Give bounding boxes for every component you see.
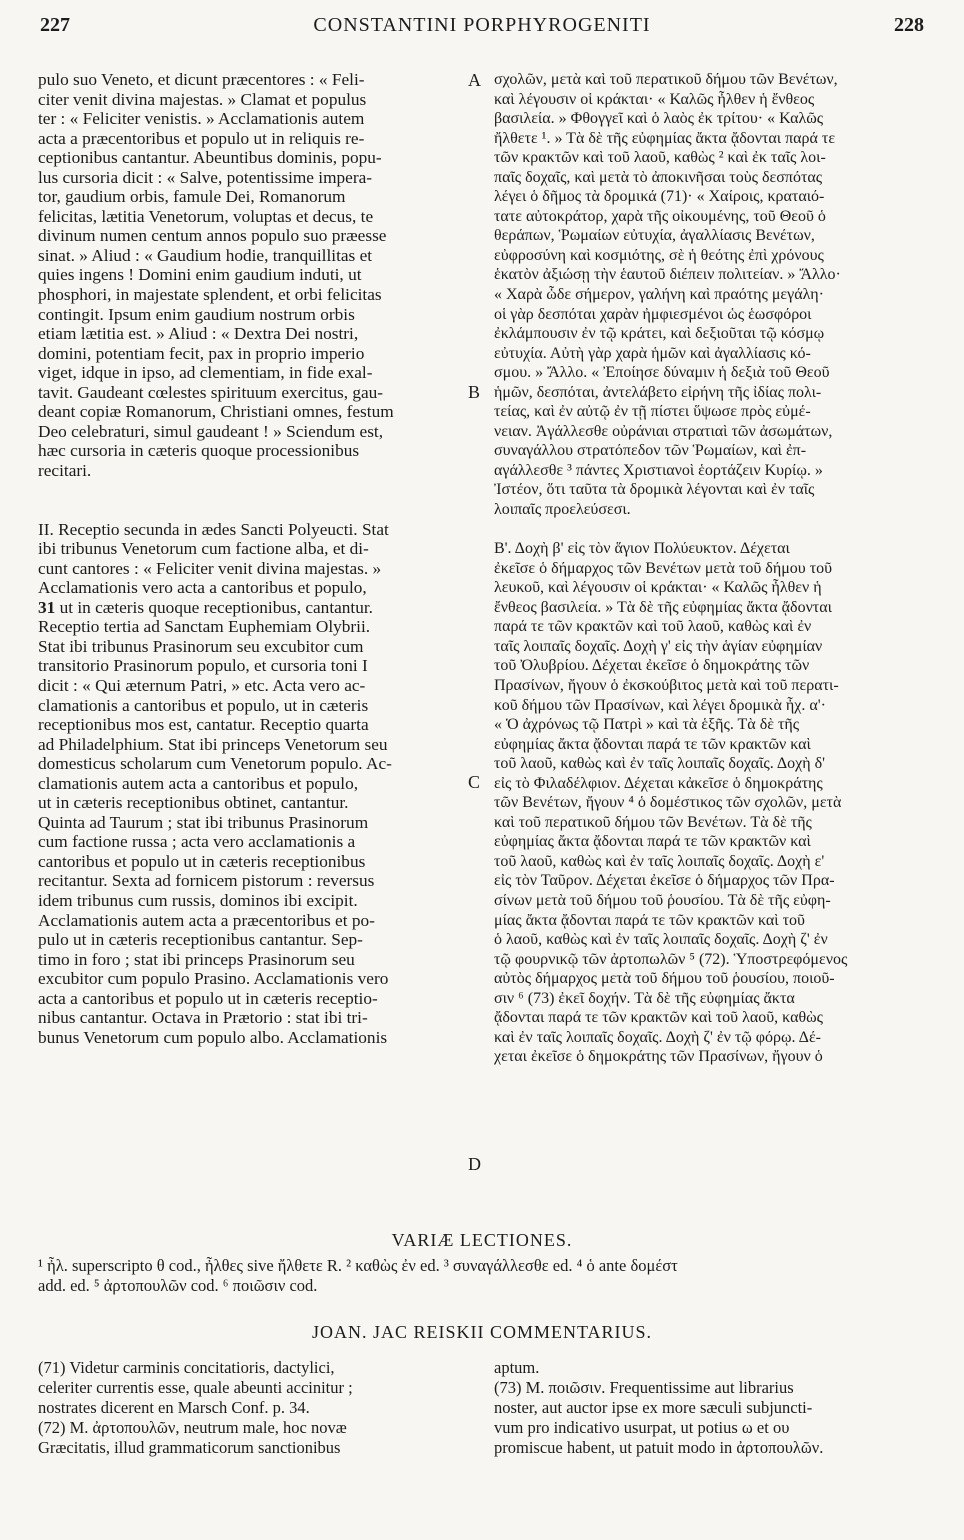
commentary-line: aptum.	[494, 1358, 540, 1377]
greek-line: τοῦ λαοῦ, καθὼς καὶ ἐν ταῖς λοιπαῖς δοχαῖς. Δοχὴ δ'	[494, 755, 826, 773]
margin-marker-c: C	[468, 772, 481, 792]
latin-line: divinum numen centum annos populo suo præesse	[38, 226, 387, 246]
greek-line: τοῦ λαοῦ, καθὼς καὶ ἐν ταῖς λοιπαῖς δοχαῖς. Δοχὴ ε'	[494, 852, 825, 870]
latin-line: cunt cantores : « Feliciter venit divina majestas. »	[38, 558, 382, 578]
greek-line: τῶν Βενέτων, ἤγουν ⁴ ὁ δομέστικος τῶν σχολῶν, μετὰ	[494, 794, 842, 812]
commentary-line: (73) M. ποιῶσιν. Frequentissime aut librarius	[494, 1378, 794, 1397]
latin-column	[38, 70, 464, 1047]
greek-line: οἱ γὰρ δεσπόται χαρὰν ἠμφιεσμένοι ὡς ἑωσφόροι	[494, 305, 812, 323]
latin-line: recitari.	[38, 460, 92, 480]
margin-marker-b: B	[468, 382, 481, 402]
commentary-line: noster, aut auctor ipse ex more sæculi subjuncti-	[494, 1398, 813, 1417]
latin-line: acta a cantoribus et populo ut in cæteris receptio-	[38, 988, 378, 1008]
latin-line: ad Philadelphium. Stat ibi princeps Venetorum seu	[38, 734, 388, 754]
greek-line: καὶ λέγουσιν οἱ κράκται· « Καλῶς ἦλθεν ἡ ἔνθεος	[494, 90, 815, 108]
latin-line: Acclamationis autem acta a præcentoribus et po-	[38, 910, 375, 930]
commentary-line: celeriter currentis esse, quale abeunti accinitur ;	[38, 1378, 353, 1397]
greek-line: Β'. Δοχὴ β' εἰς τὸν ἅγιον Πολύευκτον. Δέχεται	[494, 540, 790, 558]
greek-line: τατε αὐτοκράτορ, χαρὰ τῆς οἰκουμένης, τοῦ Θεοῦ ὁ	[494, 207, 826, 225]
paragraph-gap	[38, 480, 464, 519]
greek-line: εὐφημίας ἄκτα ᾄδονται παρά τε τῶν κρακτῶν καὶ	[494, 833, 811, 851]
page-number-left: 227	[40, 14, 70, 36]
greek-line: σιν ⁶ (73) ἐκεῖ δοχήν. Τὰ δὲ τῆς εὐφημίας ἄκτα	[494, 989, 795, 1007]
commentary-right	[494, 1358, 926, 1458]
greek-line: συναγάλλου στρατόπεδον τῶν Ῥωμαίων, καὶ ἐπ-	[494, 442, 807, 460]
latin-line: Deo celebraturi, simul gaudeant ! » Sciendum est,	[38, 421, 384, 441]
greek-line: παῖς δοχαῖς, καὶ μετὰ τὸ ἀποκινῆσαι τοὺς δεσπότας	[494, 168, 823, 186]
running-title: CONSTANTINI PORPHYROGENITI	[313, 14, 651, 36]
greek-line: νειαν. Ἀγάλλεσθε οὐράνιαι στρατιαὶ τῶν ἀσωμάτων,	[494, 422, 833, 440]
latin-line: sinat. » Aliud : « Gaudium hodie, tranquillitas et	[38, 245, 373, 265]
greek-line: τῶν κρακτῶν καὶ τοῦ λαοῦ, καθὼς ² καὶ ἐκ ταῖς λοι-	[494, 149, 826, 167]
latin-line: domesticus scholarum cum Venetorum populo. Ac-	[38, 754, 392, 774]
greek-line: ἐκεῖσε ὁ δήμαρχος τῶν Βενέτων μετὰ τοῦ δήμου τοῦ	[494, 559, 833, 577]
greek-line: εὐφημίας ἄκτα ᾄδονται παρά τε τῶν κρακτῶν καὶ	[494, 735, 811, 753]
greek-line: καὶ τοῦ περατικοῦ δήμου τῶν Βενέτων. Τὰ δὲ τῆς	[494, 813, 812, 831]
greek-line: σίνων μετὰ τοῦ δήμου τοῦ ῥουσίου. Τὰ δὲ τῆς εὐφη-	[494, 891, 831, 909]
commentary-line: promiscue habent, ut patuit modo in ἀρτοπουλῶν.	[494, 1438, 824, 1457]
latin-line: nibus cantantur. Octava in Prætorio : stat ibi tri-	[38, 1008, 368, 1028]
greek-line: « Ὁ ἀχρόνως τῷ Πατρὶ » καὶ τὰ ἑξῆς. Τὰ δὲ τῆς	[494, 716, 800, 734]
greek-line: εὐφροσύνη καὶ κοσμιότης, σὲ ἡ θεότης ἐπὶ χρόνους	[494, 246, 824, 264]
commentary-line: vum pro indicativo usurpat, ut potius ω et ου	[494, 1418, 790, 1437]
latin-line: felicitas, lætitia Venetorum, voluptas et decus, te	[38, 206, 374, 226]
greek-line: βασιλεία. » Φθογγεῖ καὶ ὁ λαὸς ἐκ τρίτου· « Καλῶς	[494, 110, 824, 128]
greek-line: Πρασίνων, ἤγουν ὁ ἐκσκούβιτος μετὰ καὶ τοῦ περατι-	[494, 676, 839, 694]
latin-line: domini, potentiam fecit, pax in proprio imperio	[38, 343, 365, 363]
latin-line: tavit. Gaudeant cœlestes spirituum exercitus, gau-	[38, 382, 384, 402]
commentary-line: nostrates dicerent en Marsch Conf. p. 34.	[38, 1398, 310, 1417]
latin-line: deant copiæ Romanorum, Christiani omnes, festum	[38, 402, 394, 422]
greek-line: ταῖς λοιπαῖς δοχαῖς. Δοχὴ γ' εἰς τὴν ἁγίαν εὐφημίαν	[494, 637, 823, 655]
greek-line: κοῦ δήμου τῶν Πρασίνων, καὶ λέγει δρομικὰ ἦχ. α'·	[494, 696, 826, 714]
variae-line-2: add. ed. ⁵ ἀρτοπουλῶν cod. ⁶ ποιῶσιν cod.	[38, 1276, 318, 1295]
margin-marker-d: D	[468, 1154, 481, 1174]
latin-line: tor, gaudium orbis, famule Dei, Romanorum	[38, 187, 346, 207]
greek-line: θεράπων, Ῥωμαίων εὐτυχία, ἀγαλλίασις Βενέτων,	[494, 227, 815, 245]
greek-line: τοῦ Ὀλυβρίου. Δέχεται ἐκεῖσε ὁ δημοκράτης τῶν	[494, 657, 810, 675]
latin-line: timo in foro ; stat ibi princeps Prasinorum seu	[38, 949, 355, 969]
latin-line: cum factione russa ; acta vero acclamationis a	[38, 832, 356, 852]
latin-line: transitorio Prasinorum populo, et cursoria toni I	[38, 656, 368, 676]
latin-line: ceptionibus cantantur. Abeuntibus dominis, popu-	[38, 148, 382, 168]
variae-notes	[38, 1256, 926, 1296]
latin-line: clamationis autem acta a cantoribus et populo,	[38, 773, 359, 793]
greek-line: αγάλλεσθε ³ πάντες Χριστιανοὶ ἑορτάζειν Κυρίῳ. »	[494, 461, 823, 479]
commentary-line: (71) Videtur carminis concitatioris, dactylici,	[38, 1358, 335, 1377]
latin-line: bunus Venetorum cum populo albo. Acclamationis	[38, 1027, 388, 1047]
greek-line: ἡμῶν, δεσπόται, ἀντελάβετο εἰρήνη τῆς ἰδίας πολι-	[494, 383, 822, 401]
greek-line: ἔνθεος βασιλεία. » Τὰ δὲ τῆς εὐφημίας ἄκτα ᾄδονται	[494, 598, 832, 616]
variae-title: VARIÆ LECTIONES.	[391, 1230, 573, 1250]
latin-line: hæc cursoria in cæteris quoque processionibus	[38, 441, 360, 461]
latin-line: Acclamationis vero acta a cantoribus et populo,	[38, 578, 367, 598]
latin-line: citer venit divina majestas. » Clamat et populus	[38, 89, 367, 109]
greek-line: παρά τε τῶν κρακτῶν καὶ τοῦ λαοῦ, καθὼς καὶ ἐν	[494, 618, 812, 636]
latin-line: idem tribunus cum russis, dominos ibi excipit.	[38, 890, 358, 910]
paragraph-gap	[494, 520, 926, 540]
greek-line: λέγει ὁ δῆμος τὰ δρομικά (71)· « Χαίροις, κραταιό-	[494, 188, 825, 206]
latin-line: Stat ibi tribunus Prasinorum seu excubitor cum	[38, 636, 364, 656]
greek-line: ᾄδονται παρά τε τῶν κρακτῶν καὶ τοῦ λαοῦ, καθὼς	[494, 1009, 823, 1027]
latin-line: receptionibus mos est, cantatur. Receptio quarta	[38, 715, 369, 735]
page-header	[40, 10, 924, 66]
greek-line: εἰς τὸ Φιλαδέλφιον. Δέχεται κἀκεῖσε ὁ δημοκράτης	[494, 774, 823, 792]
greek-line: τείας, καὶ ἐν αὐτῷ ἐν τῇ πίστει ὕψωσε πρὸς εὐμέ-	[494, 403, 811, 421]
greek-line: μίας ἄκτα ᾄδονται παρά τε τῶν κρακτῶν καὶ τοῦ	[494, 911, 805, 929]
latin-line: Quinta ad Taurum ; stat ibi tribunus Prasinorum	[38, 812, 369, 832]
greek-line: ἐκλάμπουσιν ἐν τῷ κράτει, καὶ δεξιοῦται τῷ κόσμῳ	[494, 325, 825, 343]
latin-line: ibi tribunus Venetorum cum factione alba, et di-	[38, 539, 369, 559]
latin-line: clamationis a cantoribus et populo, ut in cæteris	[38, 695, 369, 715]
greek-line: ὁ λαοῦ, καθὼς καὶ ἐν ταῖς λοιπαῖς δοχαῖς. Δοχὴ ζ' ἐν	[494, 931, 828, 949]
variae-line-1: ¹ ἦλ. superscripto θ cod., ἦλθες sive ἤλθετε R. ² καθὼς ἐν ed. ³ συναγάλλεσθε ed. ⁴ ὁ ante δομέστ	[38, 1256, 678, 1275]
greek-line: καὶ ἐν ταῖς λοιπαῖς δοχαῖς. Δοχὴ ζ' ἐν τῷ φόρῳ. Δέ-	[494, 1028, 821, 1046]
margin-marker-a: A	[468, 70, 481, 90]
greek-line: « Χαρὰ ὧδε σήμερον, γαλήνη καὶ πραότης μεγάλη·	[494, 286, 824, 304]
column-number: 31	[38, 597, 60, 617]
latin-line: excubitor cum populo Prasino. Acclamationis vero	[38, 969, 389, 989]
latin-line: etiam lætitia est. » Aliud : « Dextra Dei nostri,	[38, 324, 359, 344]
latin-line: contingit. Ipsum enim gaudium nostrum orbis	[38, 304, 355, 324]
latin-line: pulo suo Veneto, et dicunt præcentores : « Feli-	[38, 70, 365, 89]
greek-line: λοιπαῖς προελεύσεσι.	[494, 501, 631, 519]
latin-line: 31 ut in cæteris quoque receptionibus, cantantur.	[38, 597, 373, 617]
greek-line: αὐτὸς δήμαρχος μετὰ τοῦ δήμου τοῦ ῥουσίου, ποιοῦ-	[494, 970, 835, 988]
greek-line: εἰς τὸν Ταῦρον. Δέχεται ἐκεῖσε ὁ δήμαρχος τῶν Πρα-	[494, 872, 835, 890]
latin-line: Receptio tertia ad Sanctam Euphemiam Olybrii.	[38, 617, 371, 637]
greek-line: Ἰστέον, ὅτι ταῦτα τὰ δρομικὰ λέγονται καὶ ἐν ταῖς	[494, 481, 815, 499]
greek-line: σμου. » Ἄλλο. « Ἐποίησε δύναμιν ἡ δεξιὰ τοῦ Θεοῦ	[494, 364, 830, 382]
latin-line: phosphori, in majestate splendent, et orbi felicitas	[38, 285, 382, 305]
latin-line: ter : « Feliciter venistis. » Acclamationis autem	[38, 109, 365, 129]
latin-line: cantoribus et populo ut in cæteris receptionibus	[38, 851, 366, 871]
greek-line: εὐτυχία. Αὐτὴ γὰρ χαρὰ ἡμῶν καὶ ἀγαλλίασις κό-	[494, 344, 811, 362]
greek-line: σχολῶν, μετὰ καὶ τοῦ περατικοῦ δήμου τῶν Βενέτων,	[494, 71, 838, 88]
commentary-line: Græcitatis, illud grammaticorum sanctionibus	[38, 1438, 341, 1457]
latin-line: recitantur. Sexta ad fornicem pistorum : reversus	[38, 871, 375, 891]
greek-line: λευκοῦ, καὶ λέγουσιν οἱ κράκται· « Καλῶς ἦλθεν ἡ	[494, 579, 822, 597]
commentary-line: (72) M. ἀρτοπουλῶν, neutrum male, hoc novæ	[38, 1418, 347, 1437]
greek-line: τῷ φουρνικῷ τῶν ἀρτοπωλῶν ⁵ (72). Ὑποστρεφόμενος	[494, 950, 848, 968]
greek-column	[494, 70, 926, 1067]
latin-line: lus cursoria dicit : « Salve, potentissime impera-	[38, 167, 373, 187]
page-number-right: 228	[894, 14, 924, 36]
greek-line: ἤλθετε ¹. » Τὰ δὲ τῆς εὐφημίας ἄκτα ᾄδονται παρά τε	[494, 129, 836, 147]
latin-line: II. Receptio secunda in ædes Sancti Polyeucti. Stat	[38, 519, 389, 539]
latin-line: quies ingens ! Domini enim gaudium induti, ut	[38, 265, 362, 285]
latin-line: pulo ut in cæteris receptionibus cantantur. Sep-	[38, 930, 363, 950]
latin-line: dicit : « Qui æternum Patri, » etc. Acta vero ac-	[38, 675, 366, 695]
commentarius-title: JOAN. JAC REISKII COMMENTARIUS.	[311, 1322, 653, 1342]
commentary-left	[38, 1358, 468, 1458]
greek-line: χεται ἐκεῖσε ὁ δημοκράτης τῶν Πρασίνων, ἤγουν ὁ	[494, 1048, 823, 1066]
greek-line: ἑκατὸν ἀξιώσῃ τὴν ἑαυτοῦ διέπειν πολιτείαν. » Ἄλλο·	[494, 266, 841, 284]
latin-line: ut in cæteris receptionibus obtinet, cantantur.	[38, 793, 349, 813]
latin-line: viget, idque in ipso, ad clementiam, in fide exal-	[38, 363, 373, 383]
latin-line: acta a præcentoribus et populo ut in reliquis re-	[38, 128, 365, 148]
